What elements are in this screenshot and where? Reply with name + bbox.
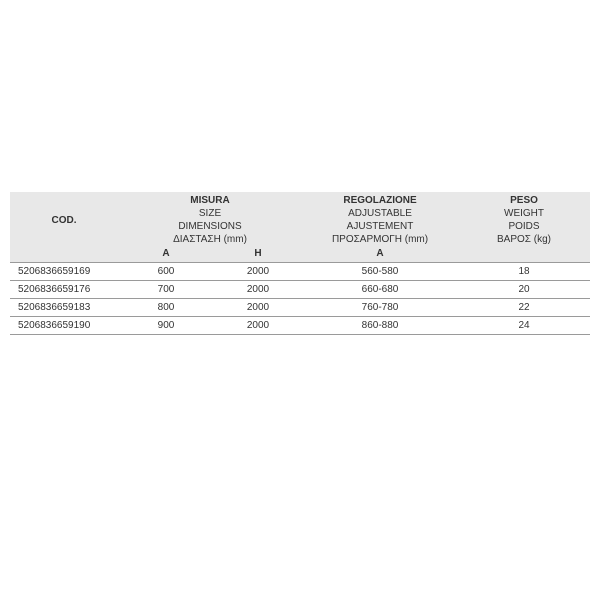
adjustable-header-gr: ΠΡΟΣΑΡΜΟΓΗ (mm) xyxy=(331,234,429,245)
code-cell: 5206836659176 xyxy=(10,281,118,299)
table-row xyxy=(10,281,590,299)
size-header-en: SIZE xyxy=(198,208,222,219)
adjustable-header-it: REGOLAZIONE xyxy=(343,195,417,206)
table-row xyxy=(10,317,590,335)
weight-cell: 18 xyxy=(458,263,590,281)
weight-header-fr: POIDS xyxy=(508,221,540,232)
adjustable-a-subheader: A xyxy=(302,246,458,263)
code-header: COD. xyxy=(10,192,118,246)
size-h-subheader: H xyxy=(214,246,302,263)
weight-header-gr: ΒΑΡΟΣ (kg) xyxy=(497,234,551,245)
size-a-cell: 600 xyxy=(118,263,214,281)
spec-table xyxy=(10,192,590,335)
weight-header-it: PESO xyxy=(510,195,538,206)
adjustable-cell: 560-580 xyxy=(302,263,458,281)
weight-header xyxy=(458,192,590,246)
adjustable-cell: 860-880 xyxy=(302,317,458,335)
code-cell: 5206836659190 xyxy=(10,317,118,335)
subheader-row xyxy=(10,246,590,263)
size-a-subheader: A xyxy=(118,246,214,263)
size-header-gr: ΔΙΑΣΤΑΣΗ (mm) xyxy=(173,234,247,245)
adjustable-header xyxy=(302,192,458,246)
code-cell: 5206836659183 xyxy=(10,299,118,317)
header-row xyxy=(10,192,590,246)
weight-cell: 22 xyxy=(458,299,590,317)
weight-header-en: WEIGHT xyxy=(504,208,545,219)
size-h-cell: 2000 xyxy=(214,299,302,317)
weight-cell: 24 xyxy=(458,317,590,335)
adjustable-header-en: ADJUSTABLE xyxy=(348,208,412,219)
code-cell: 5206836659169 xyxy=(10,263,118,281)
table-row xyxy=(10,299,590,317)
size-header xyxy=(118,192,302,246)
size-h-cell: 2000 xyxy=(214,263,302,281)
size-h-cell: 2000 xyxy=(214,281,302,299)
weight-subheader xyxy=(458,246,590,263)
weight-cell: 20 xyxy=(458,281,590,299)
adjustable-cell: 660-680 xyxy=(302,281,458,299)
size-header-fr: DIMENSIONS xyxy=(178,221,242,232)
adjustable-cell: 760-780 xyxy=(302,299,458,317)
table-row xyxy=(10,263,590,281)
adjustable-header-fr: AJUSTEMENT xyxy=(346,221,414,232)
code-subheader xyxy=(10,246,118,263)
size-a-cell: 700 xyxy=(118,281,214,299)
size-a-cell: 800 xyxy=(118,299,214,317)
size-header-it: MISURA xyxy=(190,195,230,206)
spec-table-container xyxy=(10,192,590,335)
size-h-cell: 2000 xyxy=(214,317,302,335)
size-a-cell: 900 xyxy=(118,317,214,335)
